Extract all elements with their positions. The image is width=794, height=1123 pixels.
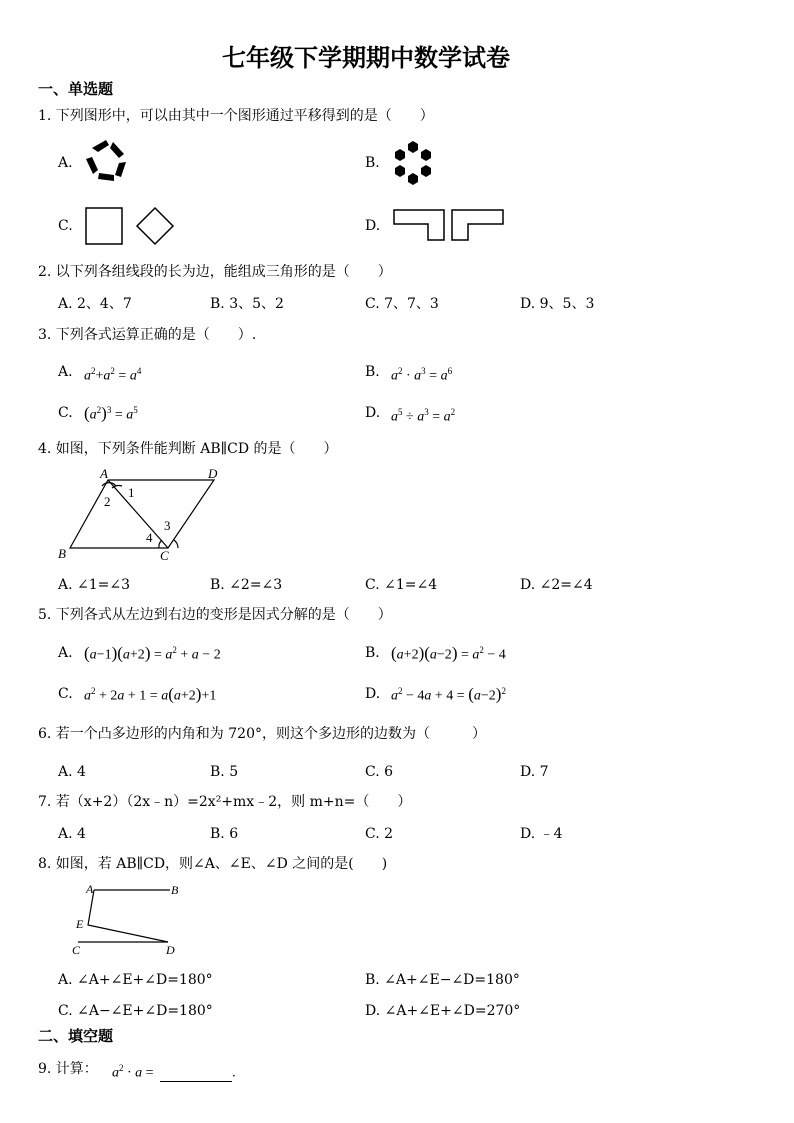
l-shapes-figure <box>392 208 506 242</box>
option-label: A. <box>58 155 73 171</box>
option-label: A. <box>58 645 73 661</box>
arrow-triangle-figure <box>84 138 132 184</box>
option-c: C. 2 <box>365 826 394 842</box>
question-stem: 3. 下列各式运算正确的是（ ）. <box>38 327 257 343</box>
option-a: A. ∠1=∠3 <box>58 577 131 593</box>
option-c: C. ∠A−∠E+∠D=180° <box>58 1003 213 1019</box>
option-label: D. <box>365 405 381 421</box>
question-stem: 2. 以下列各组线段的长为边，能组成三角形的是（ ） <box>38 264 392 280</box>
option-b: B. ∠2=∠3 <box>210 577 283 593</box>
option-label: C. <box>58 686 73 702</box>
option-d: D. ∠A+∠E+∠D=270° <box>365 1003 521 1019</box>
label-C: C <box>72 943 81 957</box>
option-c: C. 7、7、3 <box>365 296 439 312</box>
label-D: D <box>166 943 175 957</box>
fill-in-formula: $a^2 \cdot a$ = . <box>112 1063 236 1081</box>
option-d-formula: $a^5 \div a^3 = a^2$ <box>391 407 456 425</box>
parallelogram-figure <box>56 466 226 562</box>
option-label: B. <box>365 364 380 380</box>
option-a: A. 4 <box>58 826 86 842</box>
label-A: A <box>86 882 94 896</box>
option-c: C. ∠1=∠4 <box>365 577 438 593</box>
question-stem: 7. 若（x+2）（2x﹣n）=2x²+mx﹣2，则 m+n=（ ） <box>38 794 412 810</box>
label-D: D <box>208 466 218 481</box>
option-d: D. 7 <box>520 764 549 780</box>
option-label: B. <box>365 155 380 171</box>
option-label: B. <box>365 645 380 661</box>
option-b-formula: $(a+2)(a-2) = a^2 - 4$ <box>391 643 506 663</box>
option-c-formula: $(a^2)^3 = a^5$ <box>84 403 138 423</box>
angle-label-3: 3 <box>164 518 171 533</box>
option-b: B. 5 <box>210 764 239 780</box>
square-diamond-figure <box>84 205 176 247</box>
option-b: B. 6 <box>210 826 239 842</box>
option-label: D. <box>365 686 381 702</box>
option-b: B. 3、5、2 <box>210 296 284 312</box>
option-d: D. 9、5、3 <box>520 296 595 312</box>
option-c: C. 6 <box>365 764 394 780</box>
option-d: D. ∠2=∠4 <box>520 577 593 593</box>
period: . <box>232 1065 236 1081</box>
question-stem: 9. 计算： <box>38 1061 98 1077</box>
parallel-lines-figure <box>70 880 188 960</box>
label-C: C <box>160 548 169 562</box>
question-stem: 5. 下列各式从左边到右边的变形是因式分解的是（ ） <box>38 607 392 623</box>
option-label: D. <box>365 218 381 234</box>
label-A: A <box>100 466 108 481</box>
option-label: C. <box>58 218 73 234</box>
label-B: B <box>171 883 179 897</box>
question-stem: 1. 下列图形中，可以由其中一个图形通过平移得到的是（ ） <box>38 108 434 124</box>
option-d-formula: $a^2 - 4a + 4 = (a-2)^2$ <box>391 684 506 704</box>
option-d: D. ﹣4 <box>520 826 563 842</box>
option-label: A. <box>58 364 73 380</box>
question-stem: 6. 若一个凸多边形的内角和为 720°，则这个多边形的边数为（ ） <box>38 726 486 742</box>
answer-blank[interactable] <box>160 1067 232 1082</box>
section-heading: 二、填空题 <box>38 1027 114 1045</box>
label-E: E <box>76 917 84 931</box>
option-b-formula: $a^2 \cdot a^3 = a^6$ <box>391 366 453 384</box>
angle-label-4: 4 <box>146 530 153 545</box>
option-a-formula: $(a-1)(a+2) = a^2 + a - 2$ <box>84 643 221 663</box>
angle-label-2: 2 <box>104 494 111 509</box>
section-heading: 一、单选题 <box>38 80 114 98</box>
hexagon-ring-figure <box>390 139 436 187</box>
option-b: B. ∠A+∠E−∠D=180° <box>365 972 520 988</box>
option-a: A. ∠A+∠E+∠D=180° <box>58 972 213 988</box>
option-label: C. <box>58 405 73 421</box>
label-B: B <box>58 546 66 561</box>
page-title: 七年级下学期期中数学试卷 <box>222 44 510 72</box>
option-a: A. 2、4、7 <box>58 296 132 312</box>
angle-label-1: 1 <box>128 485 135 500</box>
option-a-formula: $a^2+a^2 = a^4$ <box>84 366 142 384</box>
option-a: A. 4 <box>58 764 86 780</box>
question-stem: 4. 如图，下列条件能判断 AB∥CD 的是（ ） <box>38 441 338 457</box>
question-stem: 8. 如图，若 AB∥CD，则∠A、∠E、∠D 之间的是( ) <box>38 856 388 872</box>
option-c-formula: $a^2 + 2a + 1 = a(a+2)+1$ <box>84 684 217 704</box>
